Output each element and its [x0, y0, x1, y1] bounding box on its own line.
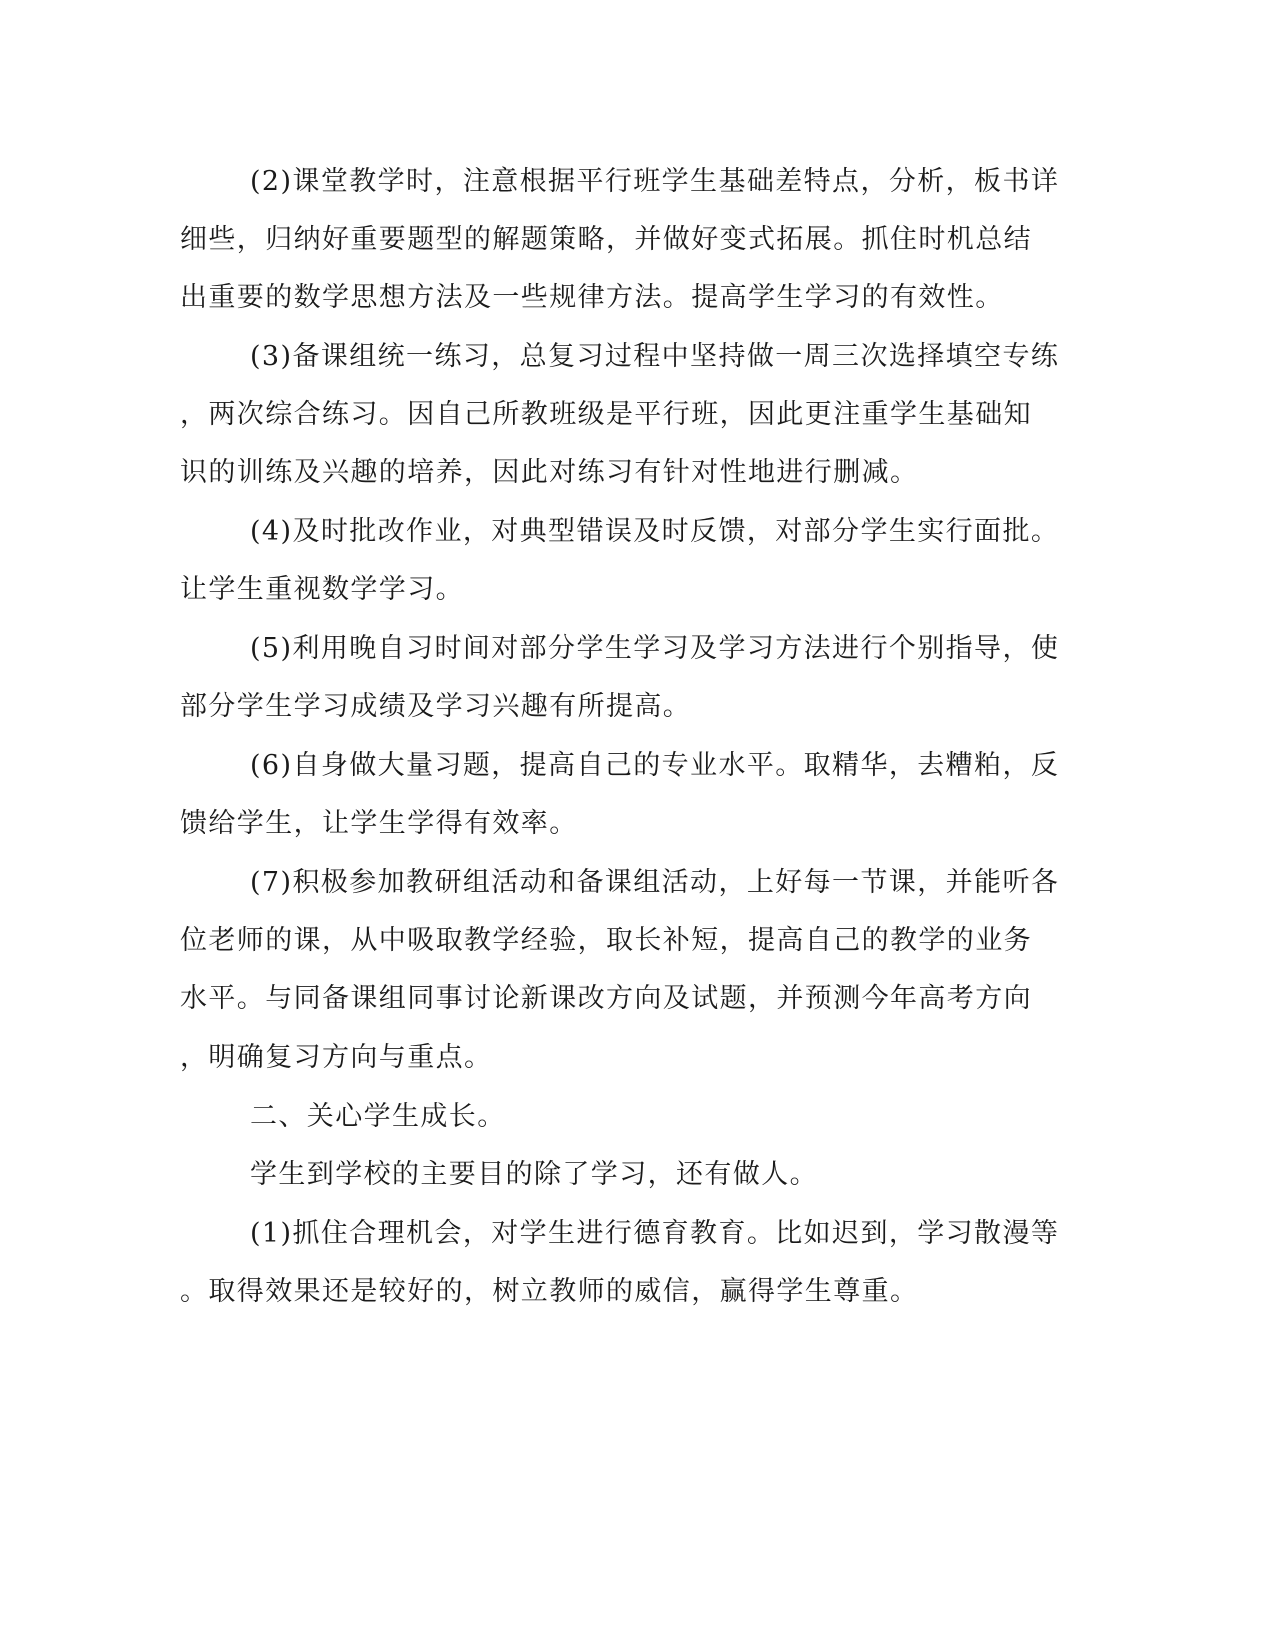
- para-5-line-1: (5)利用晚自习时间对部分学生学习及学习方法进行个别指导，使: [250, 633, 1060, 664]
- para-3-line-3: 识的训练及兴趣的培养，因此对练习有针对性地进行删减。: [180, 457, 919, 488]
- para-6-line-2: 馈给学生，让学生学得有效率。: [180, 808, 578, 839]
- para-2-line-1: (2)课堂教学时，注意根据平行班学生基础差特点，分析，板书详: [250, 166, 1060, 197]
- para-6-line-1: (6)自身做大量习题，提高自己的专业水平。取精华，去糟粕，反: [250, 750, 1060, 781]
- para-4-line-1: (4)及时批改作业，对典型错误及时反馈，对部分学生实行面批。: [250, 516, 1060, 547]
- para-5-line-2: 部分学生学习成绩及学习兴趣有所提高。: [180, 691, 692, 722]
- para-2-line-3: 出重要的数学思想方法及一些规律方法。提高学生学习的有效性。: [180, 282, 1004, 313]
- intro-sentence: 学生到学校的主要目的除了学习，还有做人。: [250, 1159, 818, 1190]
- care-para-1-line-2: 。取得效果还是较好的，树立教师的威信，赢得学生尊重。: [180, 1276, 919, 1307]
- para-7-line-2: 位老师的课，从中吸取教学经验，取长补短，提高自己的教学的业务: [180, 925, 1032, 956]
- para-7-line-4: ，明确复习方向与重点。: [180, 1042, 493, 1073]
- para-4-line-2: 让学生重视数学学习。: [180, 574, 464, 605]
- care-para-1-line-1: (1)抓住合理机会，对学生进行德育教育。比如迟到，学习散漫等: [250, 1218, 1060, 1249]
- para-3-line-2: ，两次综合练习。因自己所教班级是平行班，因此更注重学生基础知: [180, 399, 1032, 430]
- para-3-line-1: (3)备课组统一练习，总复习过程中坚持做一周三次选择填空专练: [250, 341, 1060, 372]
- section-heading-care: 二、关心学生成长。: [250, 1101, 506, 1132]
- para-7-line-3: 水平。与同备课组同事讨论新课改方向及试题，并预测今年高考方向: [180, 983, 1032, 1014]
- para-7-line-1: (7)积极参加教研组活动和备课组活动，上好每一节课，并能听各: [250, 867, 1060, 898]
- para-2-line-2: 细些，归纳好重要题型的解题策略，并做好变式拓展。抓住时机总结: [180, 224, 1032, 255]
